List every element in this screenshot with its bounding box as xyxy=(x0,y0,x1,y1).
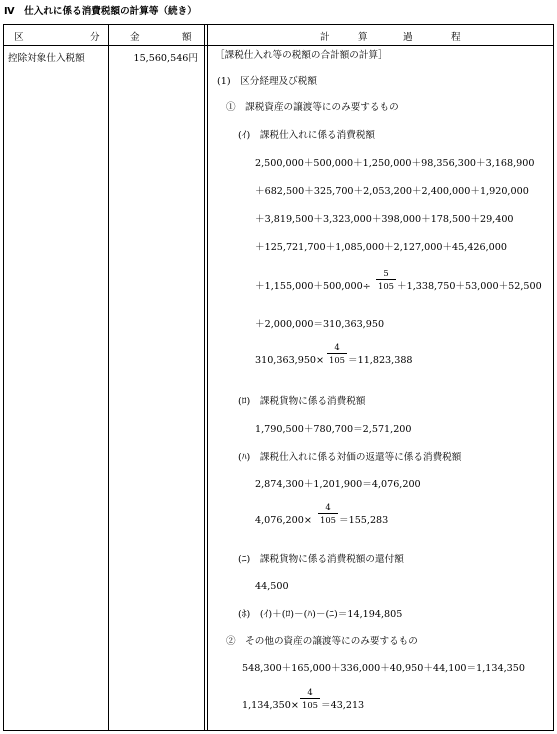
item-ro-line: 1,790,500＋780,700＝2,571,200 xyxy=(255,424,412,435)
item-ha-calc-a: 4,076,200× xyxy=(255,515,312,526)
item-ni-line: 44,500 xyxy=(255,581,289,592)
fraction-numerator: 4 xyxy=(325,502,331,512)
header-category-2: 分 xyxy=(90,32,100,43)
item-ha-calc-b: ＝155,283 xyxy=(339,515,389,526)
item-i-label: (ｲ) 課税仕入れに係る消費税額 xyxy=(238,130,376,141)
header-amount-1: 金 xyxy=(130,32,140,43)
page-title: Ⅳ 仕入れに係る消費税額の計算等（続き） xyxy=(4,6,197,17)
header-category-1: 区 xyxy=(14,32,24,43)
item-ro-label: (ﾛ) 課税貨物に係る消費税額 xyxy=(238,396,366,407)
item-i-line-5-a: ＋1,155,000＋500,000÷ xyxy=(255,281,371,292)
item-i-line-3: ＋3,819,500＋3,323,000＋398,000＋178,500＋29,400 xyxy=(255,214,514,225)
item-i-line-4: ＋125,721,700＋1,085,000＋2,127,000＋45,426,000 xyxy=(255,242,507,253)
column-divider xyxy=(108,25,109,730)
section-1-2-calc-b: ＝43,213 xyxy=(321,700,365,711)
section-1-2-line: 548,300＋165,000＋336,000＋40,950＋44,100＝1,134,350 xyxy=(242,663,525,674)
calculation-table xyxy=(3,24,554,731)
fraction-4-105 xyxy=(300,687,320,710)
item-ho-line: (ﾎ) (ｲ)＋(ﾛ)－(ﾊ)－(ﾆ)＝14,194,805 xyxy=(238,609,403,620)
item-i-line-6: ＋2,000,000＝310,363,950 xyxy=(255,319,385,330)
item-i-calc-a: 310,363,950× xyxy=(255,355,325,366)
fraction-denominator: 105 xyxy=(320,515,336,525)
item-ni-label: (ﾆ) 課税貨物に係る消費税額の還付額 xyxy=(238,554,404,565)
section-1-2-calc-a: 1,134,350× xyxy=(242,700,299,711)
column-divider-double xyxy=(204,25,208,730)
header-process-3: 過 xyxy=(403,32,413,43)
header-process-4: 程 xyxy=(451,32,461,43)
item-i-line-5-b: ＋1,338,750＋53,000＋52,500 xyxy=(397,281,542,292)
item-i-line-2: ＋682,500＋325,700＋2,053,200＋2,400,000＋1,920,000 xyxy=(255,186,529,197)
item-i-calc-b: ＝11,823,388 xyxy=(348,355,413,366)
category-cell: 控除対象仕入税額 xyxy=(8,53,85,64)
item-i-line-1: 2,500,000＋500,000＋1,250,000＋98,356,300＋3,168,900 xyxy=(255,158,535,169)
header-process-1: 計 xyxy=(320,32,330,43)
amount-cell: 15,560,546円 xyxy=(133,53,198,64)
process-heading: ［課税仕入れ等の税額の合計額の計算］ xyxy=(215,50,388,61)
item-ha-line: 2,874,300＋1,201,900＝4,076,200 xyxy=(255,479,421,490)
item-ha-label: (ﾊ) 課税仕入れに係る対価の返還等に係る消費税額 xyxy=(238,452,462,463)
fraction-denominator: 105 xyxy=(329,355,345,365)
fraction-5-105 xyxy=(376,268,396,291)
header-divider xyxy=(4,45,553,46)
fraction-numerator: 4 xyxy=(334,342,340,352)
section-1: (1) 区分経理及び税額 xyxy=(217,76,317,87)
section-1-2: ② その他の資産の譲渡等にのみ要するもの xyxy=(226,636,418,647)
fraction-numerator: 4 xyxy=(307,687,313,697)
fraction-4-105 xyxy=(318,502,338,525)
header-amount-2: 額 xyxy=(182,32,192,43)
header-process-2: 算 xyxy=(358,32,368,43)
fraction-4-105 xyxy=(327,342,347,365)
fraction-numerator: 5 xyxy=(383,268,389,278)
fraction-denominator: 105 xyxy=(302,700,318,710)
fraction-denominator: 105 xyxy=(378,281,394,291)
section-1-1: ① 課税資産の譲渡等にのみ要するもの xyxy=(226,102,399,113)
